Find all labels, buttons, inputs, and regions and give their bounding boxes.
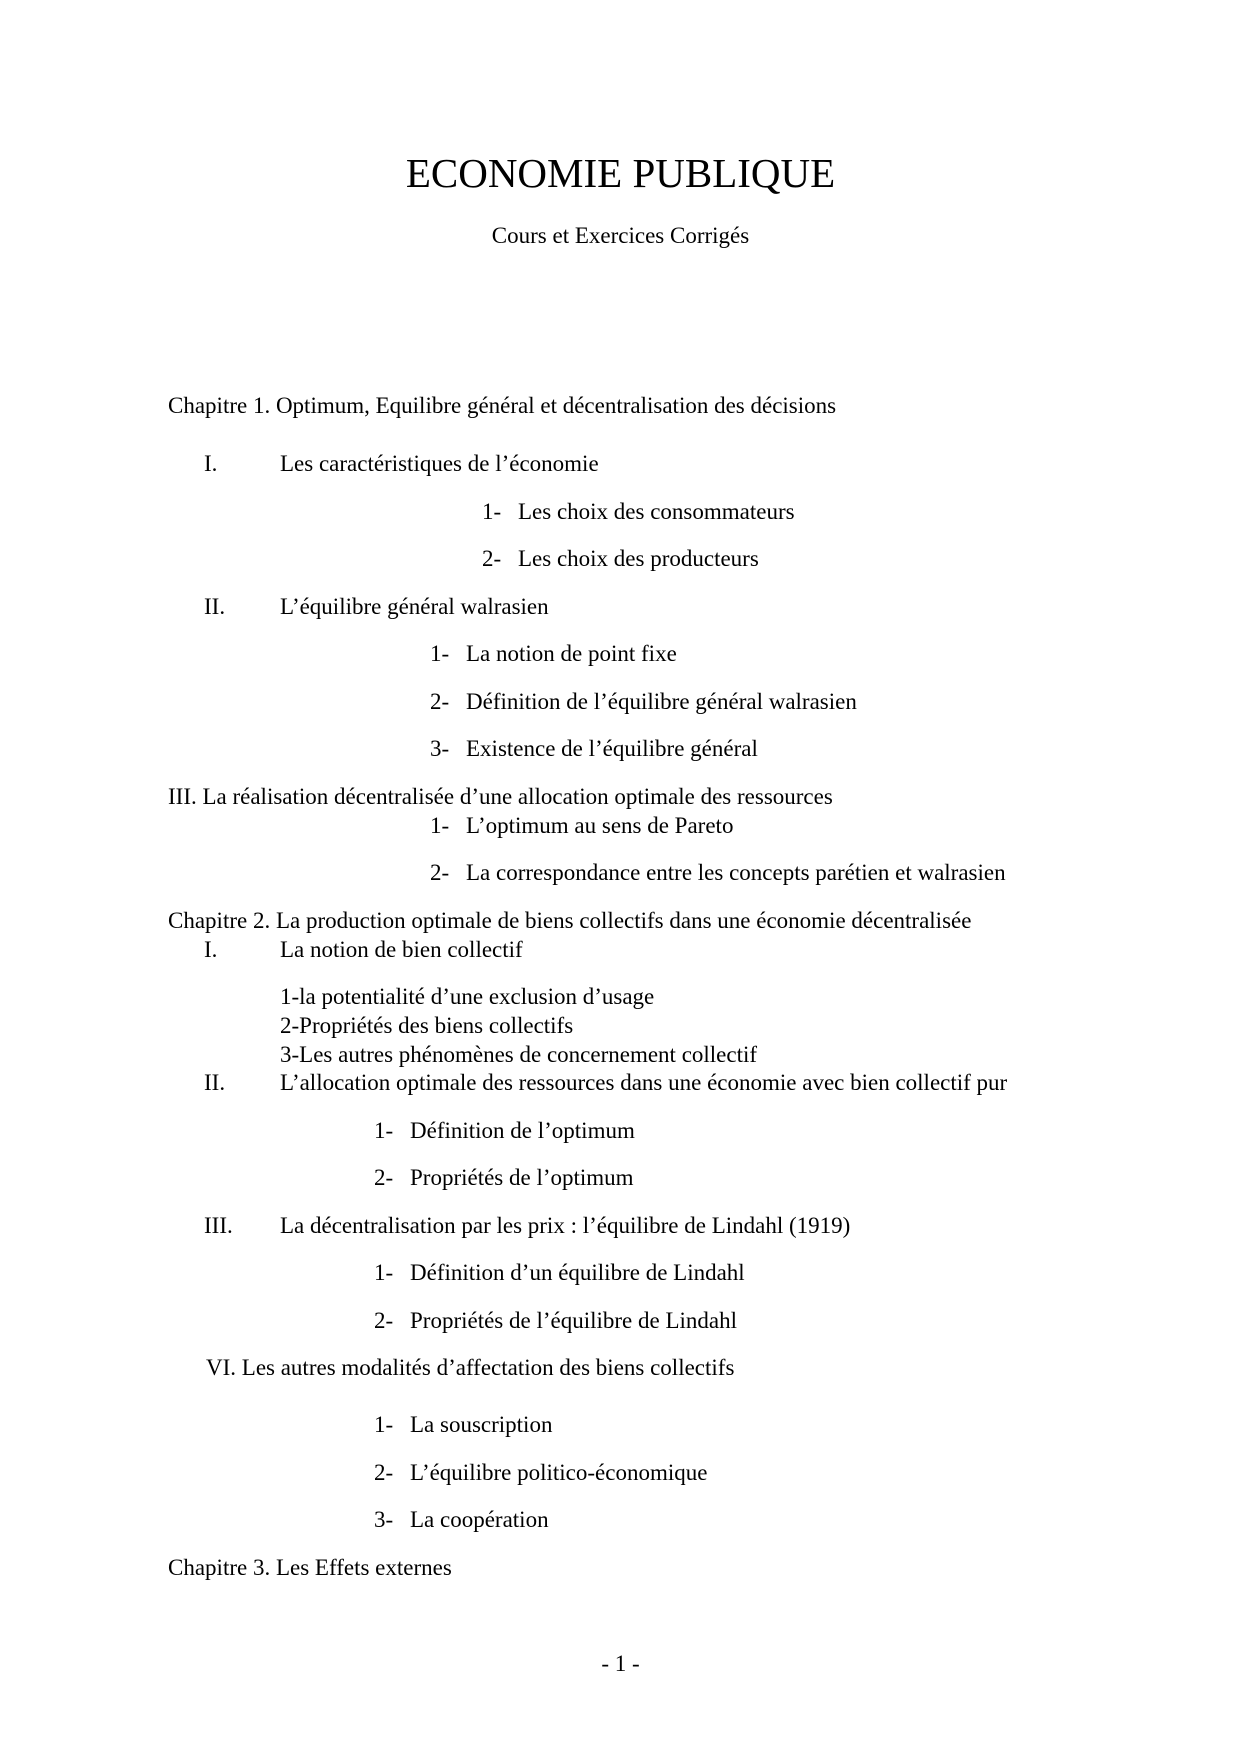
ch2-s4-item-1-text: La souscription [410,1412,553,1437]
ch1-s2-item-1-number: 1- [430,641,450,666]
ch2-s2-item-2-text: Propriétés de l’optimum [410,1165,634,1190]
ch1-s1-item-1-number: 1- [482,499,502,524]
ch1-section-2-number: II. [204,594,226,619]
ch2-section-4-title: VI. Les autres modalités d’affectation des biens collectifs [206,1355,735,1380]
ch2-section-2-title: L’allocation optimale des ressources dans une économie avec bien collectif pur [280,1070,1008,1095]
ch2-s4-item-3-text: La coopération [410,1507,549,1532]
ch1-s3-item-1-text: L’optimum au sens de Pareto [466,813,734,838]
ch2-s3-item-1-text: Définition d’un équilibre de Lindahl [410,1260,745,1285]
ch2-section-2-number: II. [204,1070,226,1095]
document-title: ECONOMIE PUBLIQUE [405,150,836,196]
ch2-s1-item-1: 1-la potentialité d’une exclusion d’usage [280,984,655,1009]
ch2-s1-item-3: 3-Les autres phénomènes de concernement collectif [280,1042,758,1067]
chapter-2-heading: Chapitre 2. La production optimale de biens collectifs dans une économie décentralisée [168,908,972,933]
ch1-s2-item-2-number: 2- [430,689,450,714]
page-number: - 1 - [601,1651,640,1676]
ch1-s1-item-2-text: Les choix des producteurs [518,546,759,571]
ch1-s2-item-2-text: Définition de l’équilibre général walrasien [466,689,857,714]
ch2-s2-item-2-number: 2- [374,1165,394,1190]
ch2-s4-item-2-number: 2- [374,1460,394,1485]
ch2-section-3-number: III. [204,1213,233,1238]
ch1-s2-item-1-text: La notion de point fixe [466,641,677,666]
ch2-s3-item-1-number: 1- [374,1260,394,1285]
ch1-s3-item-1-number: 1- [430,813,450,838]
ch1-s1-item-1-text: Les choix des consommateurs [518,499,795,524]
ch1-s1-item-2-number: 2- [482,546,502,571]
ch2-s2-item-1-number: 1- [374,1118,394,1143]
ch2-s3-item-2-number: 2- [374,1308,394,1333]
chapter-1-heading: Chapitre 1. Optimum, Equilibre général et décentralisation des décisions [168,393,837,418]
ch1-section-1-title: Les caractéristiques de l’économie [280,451,599,476]
ch2-s4-item-3-number: 3- [374,1507,394,1532]
ch1-s3-item-2-text: La correspondance entre les concepts parétien et walrasien [466,860,1006,885]
ch1-s3-item-2-number: 2- [430,860,450,885]
ch1-s2-item-3-text: Existence de l’équilibre général [466,736,758,761]
ch2-s4-item-1-number: 1- [374,1412,394,1437]
ch2-s1-item-2: 2-Propriétés des biens collectifs [280,1013,574,1038]
ch1-section-3-title: III. La réalisation décentralisée d’une allocation optimale des ressources [168,784,833,809]
ch2-section-1-title: La notion de bien collectif [280,937,523,962]
ch1-s2-item-3-number: 3- [430,736,450,761]
chapter-3-heading: Chapitre 3. Les Effets externes [168,1555,452,1580]
ch1-section-1-number: I. [204,451,218,476]
ch2-s3-item-2-text: Propriétés de l’équilibre de Lindahl [410,1308,738,1333]
ch2-section-3-title: La décentralisation par les prix : l’équilibre de Lindahl (1919) [280,1213,851,1238]
document-subtitle: Cours et Exercices Corrigés [491,223,750,248]
ch2-s2-item-1-text: Définition de l’optimum [410,1118,635,1143]
ch2-s4-item-2-text: L’équilibre politico-économique [410,1460,708,1485]
ch2-section-1-number: I. [204,937,218,962]
ch1-section-2-title: L’équilibre général walrasien [280,594,549,619]
